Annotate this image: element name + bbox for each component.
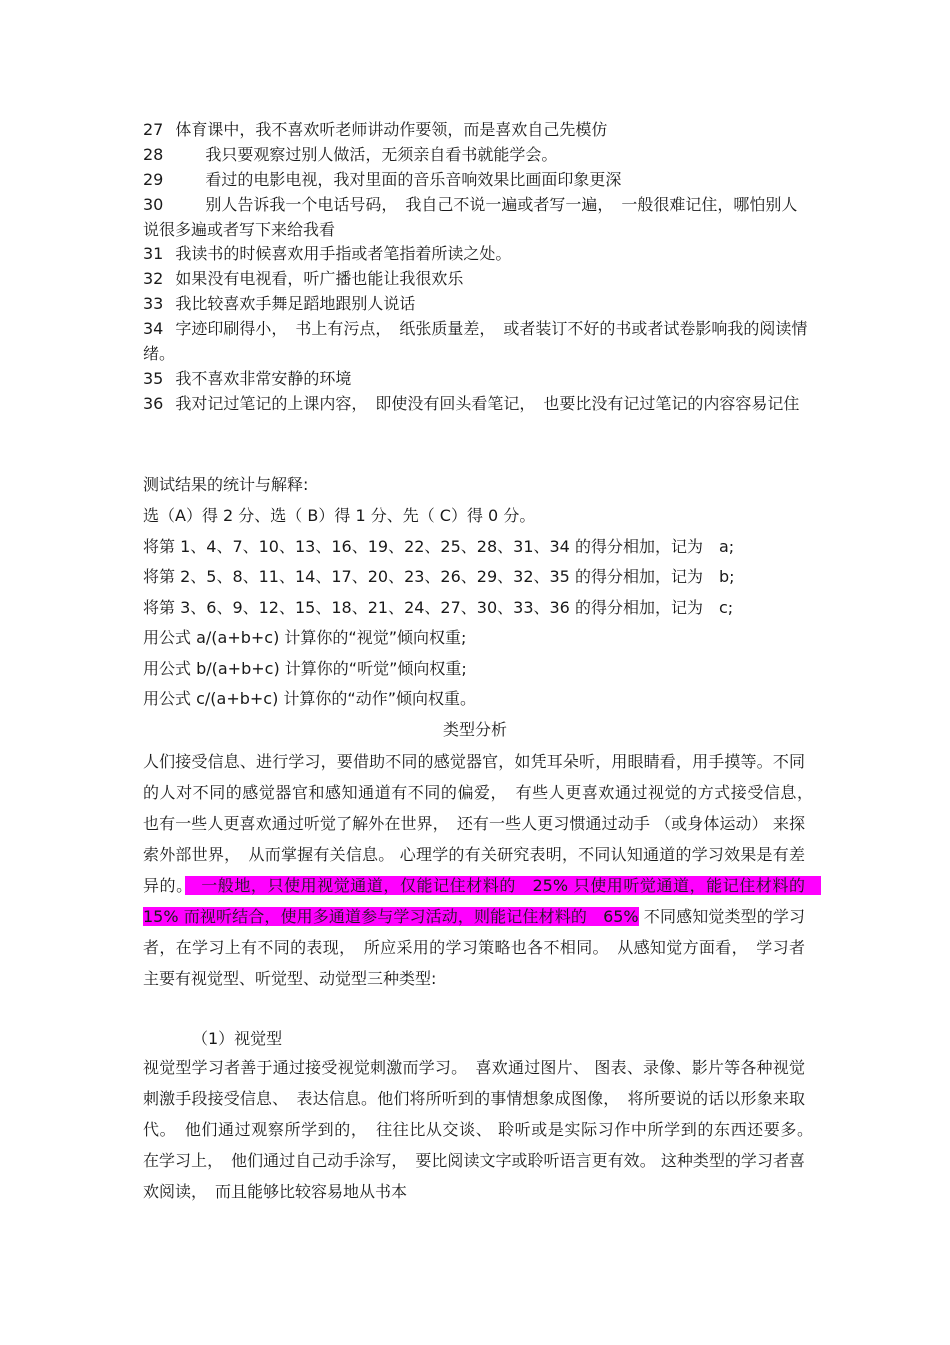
highlighted-text: 一般地，只使用视觉通道，仅能记住材料的 25% 只使用听觉通道，能记住材料的 15% 而视听结合，使用多通道参与学习活动，则能记住材料的 65%: [143, 876, 821, 926]
question-27: [143, 118, 808, 143]
scoring-line-2: 将第 1、4、7、10、13、16、19、22、25、28、31、34 的得分相加，记为 a;: [143, 537, 735, 556]
question-text: 我比较喜欢手舞足蹈地跟别人说话: [175, 294, 416, 313]
question-number: 35: [143, 369, 164, 388]
question-text: 我不喜欢非常安静的环境: [175, 369, 352, 388]
question-number: 32: [143, 269, 164, 288]
question-35: [143, 367, 808, 392]
question-30: [143, 193, 808, 242]
question-29: [143, 168, 808, 193]
section-heading: 类型分析: [442, 720, 507, 739]
question-number: 28: [143, 145, 164, 164]
question-number: 27: [143, 120, 164, 139]
scoring-line-7: 用公式 c/(a+b+c) 计算你的“动作”倾向权重。: [143, 689, 476, 708]
question-text: 体育课中，我不喜欢听老师讲动作要领，而是喜欢自己先模仿: [175, 120, 608, 139]
question-text: 我只要观察过别人做活，无须亲自看书就能学会。: [205, 145, 558, 164]
visual-paragraph: 视觉型学习者善于通过接受视觉刺激而学习。 喜欢通过图片、 图表、录像、影片等各种视觉刺激手段接受信息、 表达信息。他们将所听到的事情想象成图像， 将所要说的话以形象来取代。 他们通过观察所学到的， 往往比从交谈、 聆听或是实际习作中所学到的东西还要多。 在学习上， 他们通过自己动手涂写， 要比阅读文字或聆听语言更有效。 这种类型的学习者喜欢阅读， 而且能够比较容易地从书本: [143, 1058, 822, 1201]
question-34: [143, 317, 808, 366]
scoring-line-3: 将第 2、5、8、11、14、17、20、23、26、29、32、35 的得分相加，记为 b;: [143, 567, 735, 586]
scoring-line-1: 选（A）得 2 分、选（ B）得 1 分、先（ C）得 0 分。: [143, 506, 536, 525]
sub-heading-visual: （1）视觉型: [192, 1029, 283, 1048]
question-36: [143, 392, 808, 417]
question-number: 34: [143, 319, 164, 338]
paragraph-text-after: 不同感知觉类型的学习者，在学习上有不同的表现， 所应采用的学习策略也各不相同。 从感知觉方面看， 学习者主要有视觉型、听觉型、动觉型三种类型:: [143, 907, 805, 988]
question-number: 30: [143, 195, 164, 214]
question-31: [143, 242, 808, 267]
question-text: 字迹印刷得小， 书上有污点， 纸张质量差， 或者装订不好的书或者试卷影响我的阅读情绪。: [143, 319, 808, 363]
question-number: 29: [143, 170, 164, 189]
question-text: 看过的电影电视，我对里面的音乐音响效果比画面印象更深: [205, 170, 622, 189]
paragraph-text: 人们接受信息、进行学习，要借助不同的感觉器官，如凭耳朵听，用眼睛看，用手摸等。不同的人对不同的感觉器官和感知通道有不同的偏爱， 有些人更喜欢通过视觉的方式接受信息， 也有一些人更喜欢通过听觉了解外在世界， 还有一些人更习惯通过动手 （或身体运动） 来探索外部世界， 从而掌握有关信息。 心理学的有关研究表明，不同认知通道的学习效果是有差异的。: [143, 752, 822, 895]
question-number: 36: [143, 394, 164, 413]
scoring-line-5: 用公式 a/(a+b+c) 计算你的“视觉”倾向权重;: [143, 628, 467, 647]
question-number: 33: [143, 294, 164, 313]
question-28: [143, 143, 808, 168]
question-33: [143, 292, 808, 317]
scoring-line-6: 用公式 b/(a+b+c) 计算你的“听觉”倾向权重;: [143, 659, 467, 678]
scoring-line-4: 将第 3、6、9、12、15、18、21、24、27、30、33、36 的得分相加，记为 c;: [143, 598, 734, 617]
question-number: 31: [143, 244, 164, 263]
question-text: 我读书的时候喜欢用手指或者笔指着所读之处。: [175, 244, 512, 263]
question-text: 我对记过笔记的上课内容， 即使没有回头看笔记， 也要比没有记过笔记的内容容易记住: [175, 394, 800, 413]
question-text: 如果没有电视看，听广播也能让我很欢乐: [175, 269, 464, 288]
scoring-title: 测试结果的统计与解释:: [143, 475, 309, 494]
question-32: [143, 267, 808, 292]
question-text: 别人告诉我一个电话号码， 我自己不说一遍或者写一遍， 一般很难记住，哪怕别人说很多遍或者写下来给我看: [143, 195, 798, 239]
analysis-paragraph: [143, 746, 822, 994]
